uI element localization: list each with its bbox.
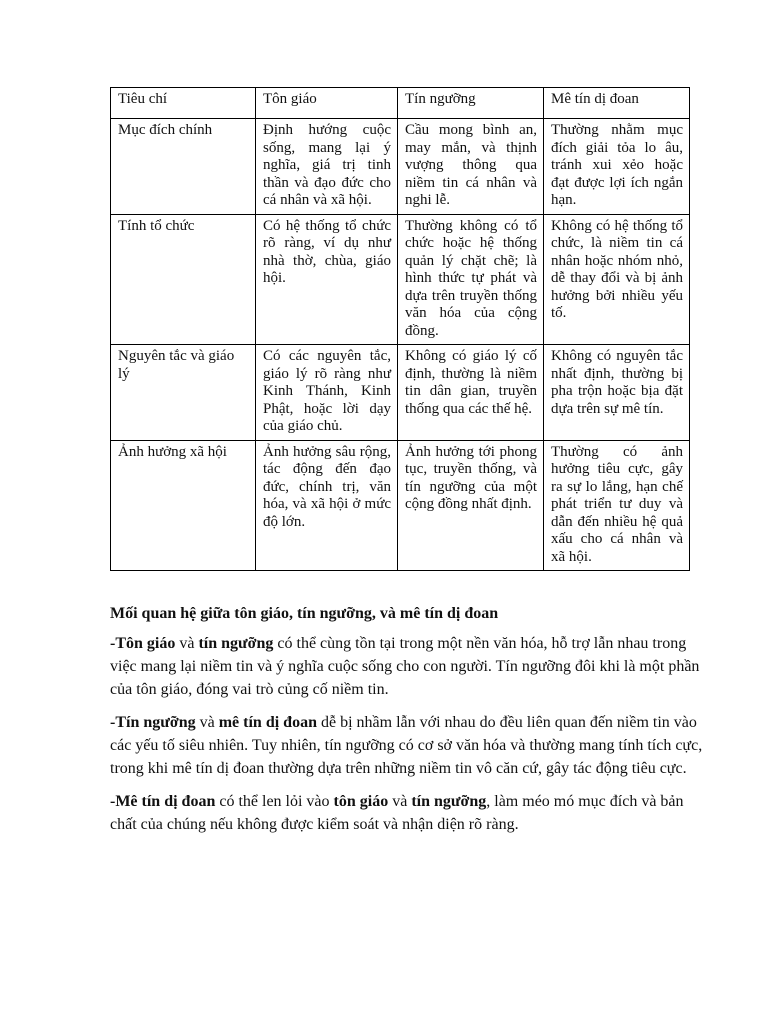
value-cell: Không có hệ thống tổ chức, là niềm tin cá nhân hoặc nhóm nhỏ, dễ thay đổi và bị ảnh hưởng bởi nhiều yếu tố. [544,214,690,345]
value-cell: Có các nguyên tắc, giáo lý rõ ràng như Kinh Thánh, Kinh Phật, hoặc lời dạy của giáo chủ. [256,345,398,441]
text-section [110,602,706,836]
value-cell: Ảnh hưởng tới phong tục, truyền thống, và tín ngưỡng của một cộng đồng nhất định. [398,440,544,571]
text-run: có thể len lỏi vào [215,793,334,810]
criterion-cell: Ảnh hưởng xã hội [111,440,256,571]
table-header-row [111,88,690,119]
value-cell: Không có giáo lý cố định, thường là niềm tin dân gian, truyền thống qua các thế hệ. [398,345,544,441]
column-header-belief: Tín ngưỡng [398,88,544,119]
value-cell: Cầu mong bình an, may mắn, và thịnh vượng thông qua niềm tin cá nhân và nghi lễ. [398,119,544,215]
criterion-cell: Nguyên tắc và giáo lý [111,345,256,441]
bold-term: -Mê tín dị đoan [110,793,216,810]
bold-term: tôn giáo [333,793,389,810]
paragraphs [110,632,706,836]
value-cell: Ảnh hưởng sâu rộng, tác động đến đạo đức, chính trị, văn hóa, và xã hội ở mức độ lớn. [256,440,398,571]
value-cell: Thường không có tổ chức hoặc hệ thống quản lý chặt chẽ; là hình thức tự phát và dựa trên truyền thống văn hóa của cộng đồng. [398,214,544,345]
text-run: dễ bị nhầm lẫn với nhau do đều liên quan đến niềm tin vào các yếu tố siêu nhiên. Tuy nhiên, tín ngưỡng có cơ sở văn hóa và thường mang tính tích cực, trong khi mê tín dị đoan thường dựa trên những niềm tin vô căn cứ, gây tác động tiêu cực. [110,714,703,777]
body-paragraph [110,632,706,701]
column-header-religion: Tôn giáo [256,88,398,119]
value-cell: Không có nguyên tắc nhất định, thường bị pha trộn hoặc bịa đặt dựa trên sự mê tín. [544,345,690,441]
bold-term: -Tôn giáo [110,635,176,652]
value-cell: Định hướng cuộc sống, mang lại ý nghĩa, giá trị tinh thần và đạo đức cho cá nhân và xã hội. [256,119,398,215]
criterion-cell: Tính tổ chức [111,214,256,345]
value-cell: Thường có ảnh hưởng tiêu cực, gây ra sự lo lắng, hạn chế phát triển tư duy và dẫn đến nhiều hệ quả xấu cho cá nhân và xã hội. [544,440,690,571]
table-row [111,440,690,571]
criterion-cell: Mục đích chính [111,119,256,215]
body-paragraph [110,711,706,780]
column-header-criterion: Tiêu chí [111,88,256,119]
body-paragraph [110,790,706,836]
text-run: , làm méo mó mục đích và bản chất của chúng nếu không được kiểm soát và nhận diện rõ ràng. [110,793,684,833]
section-heading: Mối quan hệ giữa tôn giáo, tín ngưỡng, và mê tín dị đoan [110,605,499,622]
value-cell: Có hệ thống tổ chức rõ ràng, ví dụ như nhà thờ, chùa, giáo hội. [256,214,398,345]
text-run: và [388,793,412,810]
text-run: và [195,714,219,731]
table-row [111,119,690,215]
text-run: có thể cùng tồn tại trong một nền văn hóa, hỗ trợ lẫn nhau trong việc mang lại niềm tin và ý nghĩa cuộc sống cho con người. Tín ngưỡng đôi khi là một phần của tôn giáo, đóng vai trò củng cố niềm tin. [110,635,700,698]
comparison-table-body [111,119,690,571]
table-row [111,345,690,441]
table-row [111,214,690,345]
bold-term: tín ngưỡng [198,635,274,652]
column-header-superstition: Mê tín dị đoan [544,88,690,119]
text-run: và [175,635,199,652]
value-cell: Thường nhằm mục đích giải tỏa lo âu, tránh xui xẻo hoặc đạt được lợi ích ngắn hạn. [544,119,690,215]
bold-term: mê tín dị đoan [218,714,317,731]
comparison-table [110,87,690,571]
bold-term: -Tín ngưỡng [110,714,196,731]
bold-term: tín ngưỡng [411,793,487,810]
